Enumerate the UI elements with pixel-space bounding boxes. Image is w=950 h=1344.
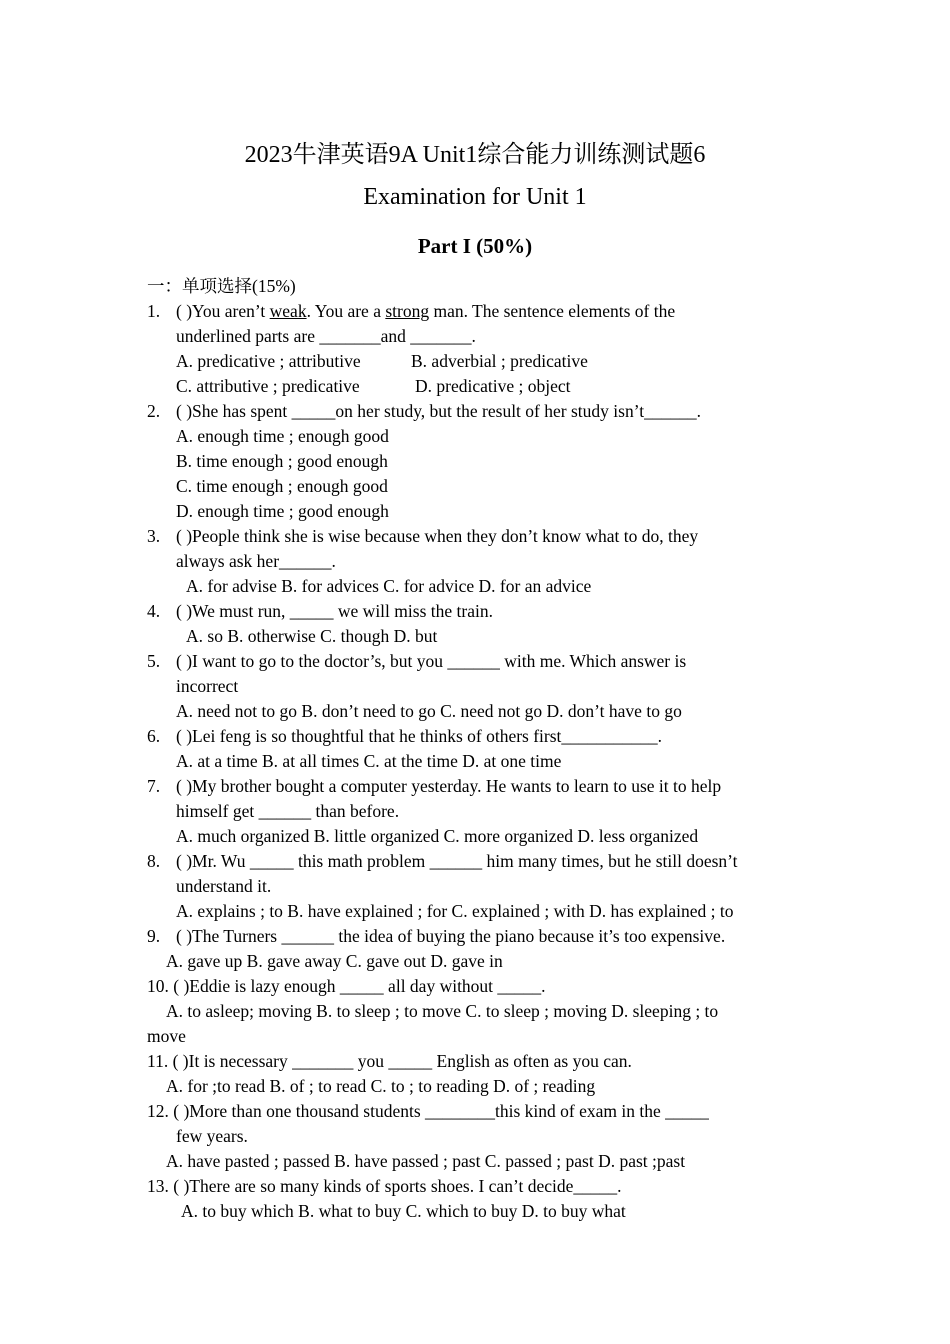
question-10-options-cont: move <box>147 1026 186 1046</box>
question-1-stem-cont: underlined parts are _______and _______. <box>176 326 476 346</box>
question-5-number: 5. <box>147 651 161 671</box>
question-1-stem: ( )You aren’t weak. You are a strong man. The sentence elements of the <box>176 301 676 321</box>
question-4-stem: ( )We must run, _____ we will miss the train. <box>176 601 493 621</box>
question-5-options: A. need not to go B. don’t need to go C. need not go D. don’t have to go <box>176 701 682 721</box>
document-subtitle: Examination for Unit 1 <box>363 184 587 210</box>
question-6-number: 6. <box>147 726 161 746</box>
question-9-stem: ( )The Turners ______ the idea of buying the piano because it’s too expensive. <box>176 926 726 946</box>
question-6-options: A. at a time B. at all times C. at the time D. at one time <box>176 751 562 771</box>
document-title: 2023牛津英语9A Unit1综合能力训练测试题6 <box>244 142 706 168</box>
question-3-options: A. for advise B. for advices C. for advice D. for an advice <box>186 576 592 596</box>
underlined-word-strong: strong <box>385 301 430 321</box>
question-12-stem-cont: few years. <box>176 1126 248 1146</box>
question-3-number: 3. <box>147 526 161 546</box>
question-7-number: 7. <box>147 776 161 796</box>
question-10-options: A. to asleep; moving B. to sleep ; to move C. to sleep ; moving D. sleeping ; to <box>166 1001 719 1021</box>
question-11-stem: 11. ( )It is necessary _______ you _____ English as often as you can. <box>147 1051 632 1071</box>
question-2-number: 2. <box>147 401 161 421</box>
question-2-option-d: D. enough time ; good enough <box>176 501 389 521</box>
question-3-stem: ( )People think she is wise because when they don’t know what to do, they <box>176 526 699 546</box>
question-8-number: 8. <box>147 851 161 871</box>
question-9-number: 9. <box>147 926 161 946</box>
question-1-option-b: B. adverbial ; predicative <box>411 351 588 371</box>
question-4-number: 4. <box>147 601 161 621</box>
question-2-option-a: A. enough time ; enough good <box>176 426 389 446</box>
question-12-options: A. have pasted ; passed B. have passed ; past C. passed ; past D. past ;past <box>166 1151 686 1171</box>
underlined-word-weak: weak <box>269 301 307 321</box>
question-1-option-d: D. predicative ; object <box>415 376 571 396</box>
question-3-stem-cont: always ask her______. <box>176 551 336 571</box>
question-11-options: A. for ;to read B. of ; to read C. to ; to reading D. of ; reading <box>166 1076 596 1096</box>
section-heading: 一：单项选择(15%) <box>147 276 296 296</box>
question-8-stem-cont: understand it. <box>176 876 272 896</box>
question-12-stem: 12. ( )More than one thousand students ________this kind of exam in the _____ <box>147 1101 709 1121</box>
question-13-stem: 13. ( )There are so many kinds of sports shoes. I can’t decide_____. <box>147 1176 622 1196</box>
question-4-options: A. so B. otherwise C. though D. but <box>186 626 438 646</box>
question-8-options: A. explains ; to B. have explained ; for C. explained ; with D. has explained ; to <box>176 901 734 921</box>
question-7-stem-cont: himself get ______ than before. <box>176 801 400 821</box>
part-heading: Part I (50%) <box>417 234 533 258</box>
question-13-options: A. to buy which B. what to buy C. which to buy D. to buy what <box>181 1201 626 1221</box>
question-1-option-c: C. attributive ; predicative <box>176 376 360 396</box>
question-9-options: A. gave up B. gave away C. gave out D. gave in <box>166 951 503 971</box>
question-8-stem: ( )Mr. Wu _____ this math problem ______ him many times, but he still doesn’t <box>176 851 738 871</box>
question-2-option-b: B. time enough ; good enough <box>176 451 388 471</box>
question-7-options: A. much organized B. little organized C. more organized D. less organized <box>176 826 699 846</box>
question-5-stem: ( )I want to go to the doctor’s, but you ______ with me. Which answer is <box>176 651 687 671</box>
question-2-stem: ( )She has spent _____on her study, but the result of her study isn’t______. <box>176 401 701 421</box>
question-1-option-a: A. predicative ; attributive <box>176 351 361 371</box>
question-1-number: 1. <box>147 301 161 321</box>
question-10-stem: 10. ( )Eddie is lazy enough _____ all day without _____. <box>147 976 546 996</box>
question-5-stem-cont: incorrect <box>176 676 239 696</box>
question-2-option-c: C. time enough ; enough good <box>176 476 388 496</box>
question-6-stem: ( )Lei feng is so thoughtful that he thinks of others first___________. <box>176 726 663 746</box>
question-7-stem: ( )My brother bought a computer yesterday. He wants to learn to use it to help <box>176 776 722 796</box>
